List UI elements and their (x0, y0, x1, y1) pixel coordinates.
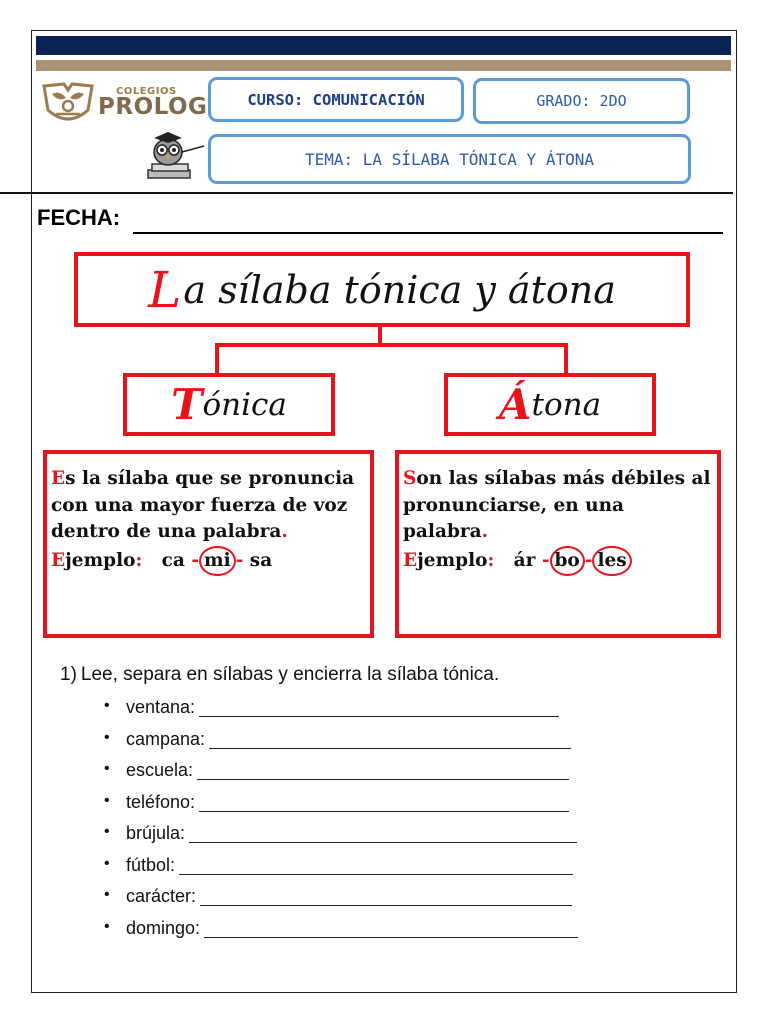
atona-title-box (444, 373, 656, 436)
grado-box (473, 78, 690, 124)
bullet-icon: • (104, 854, 110, 872)
header-navy-bar (36, 36, 731, 55)
atona-def-text: on las sílabas más débiles al pronunciarse, en una palabra (403, 468, 711, 542)
word-label: campana: (126, 728, 206, 749)
atona-title-initial: Á (498, 380, 532, 429)
list-item (104, 792, 578, 824)
atona-title (448, 377, 652, 432)
list-item (104, 886, 578, 918)
list-item (104, 760, 578, 792)
curso-label: CURSO: COMUNICACIÓN (247, 90, 425, 109)
atona-def-period: . (481, 521, 489, 542)
word-label: ventana: (126, 697, 196, 717)
atona-example-label: jemplo (417, 549, 488, 571)
word-label: carácter: (126, 886, 197, 906)
list-item (104, 729, 578, 761)
question-instruction: Lee, separa en sílabas y encierra la sílaba tónica. (80, 664, 500, 685)
answer-line[interactable] (179, 855, 573, 875)
bullet-icon: • (104, 697, 110, 714)
syllable-separator: - (541, 549, 550, 571)
grado-label: GRADO: 2DO (536, 92, 627, 110)
connector-left-down (215, 343, 219, 374)
bullet-icon: • (104, 760, 110, 777)
answer-line[interactable] (204, 918, 578, 938)
connector-horizontal (215, 343, 568, 347)
atona-example-colon: : (487, 549, 495, 571)
word-label: brújula: (126, 823, 186, 843)
word-label: escuela: (126, 760, 194, 780)
atona-definition-box (395, 450, 721, 638)
answer-line[interactable] (199, 697, 559, 717)
tonica-example-initial: E (51, 549, 66, 571)
atona-syllable-circled: les (592, 546, 631, 576)
diagram-title (78, 256, 686, 323)
bullet-icon: • (104, 886, 110, 903)
bullet-icon: • (104, 728, 110, 746)
list-item (104, 918, 578, 950)
header-gold-bar (36, 60, 731, 71)
list-item (104, 823, 578, 855)
curso-box (208, 77, 464, 122)
diagram-title-box (74, 252, 690, 327)
answer-line[interactable] (197, 760, 569, 780)
tema-box (208, 134, 691, 184)
atona-title-rest: tona (531, 386, 602, 423)
word-label: domingo: (126, 917, 201, 938)
diagram-title-initial: L (148, 260, 182, 319)
logo-big-text: PROLOG (98, 94, 208, 120)
logo-small-text: COLEGIOS (116, 86, 177, 97)
question-number: 1) (60, 664, 77, 685)
school-logo (38, 80, 208, 130)
syllable-separator: - (191, 549, 200, 571)
tonica-example-colon: : (135, 549, 143, 571)
word-list (104, 697, 578, 949)
word-label: fútbol: (126, 854, 176, 875)
tonica-title (127, 377, 331, 432)
tonica-def-text: s la sílaba que se pronuncia con una mayor fuerza de voz dentro de una palabra (51, 468, 355, 542)
shield-crest-icon (38, 80, 98, 130)
fecha-answer-line[interactable] (133, 232, 723, 234)
atona-syllable: ár (513, 549, 536, 571)
syllable-separator: - (584, 549, 593, 571)
bullet-icon: • (104, 823, 110, 840)
syllable-separator: - (235, 549, 244, 571)
bullet-icon: • (104, 791, 110, 809)
answer-line[interactable] (200, 886, 572, 906)
diagram-title-rest: a sílaba tónica y átona (183, 267, 616, 312)
fecha-label: FECHA: (37, 205, 121, 230)
header-divider (0, 192, 733, 194)
tonica-syllable: sa (249, 549, 273, 571)
atona-example-initial: E (403, 549, 418, 571)
exercise-question (60, 664, 499, 686)
tonica-title-initial: T (171, 380, 203, 429)
bullet-icon: • (104, 917, 110, 935)
tonica-def-initial: E (51, 468, 66, 489)
owl-teacher-icon (138, 130, 206, 182)
connector-right-down (564, 343, 568, 374)
tonica-definition (51, 466, 366, 576)
tonica-syllable-circled: mi (199, 546, 236, 576)
atona-syllable-circled: bo (550, 546, 585, 576)
tema-label: TEMA: LA SÍLABA TÓNICA Y ÁTONA (305, 149, 594, 169)
tonica-definition-box (43, 450, 374, 638)
answer-line[interactable] (199, 792, 569, 812)
tonica-title-rest: ónica (202, 386, 287, 423)
tonica-def-period: . (281, 521, 288, 542)
answer-line[interactable] (209, 729, 571, 749)
word-label: teléfono: (126, 791, 196, 812)
list-item (104, 697, 578, 729)
tonica-example-label: jemplo (65, 549, 136, 571)
atona-definition (403, 466, 713, 576)
atona-def-initial: S (403, 468, 417, 489)
tonica-syllable: ca (161, 549, 185, 571)
answer-line[interactable] (189, 823, 577, 843)
list-item (104, 855, 578, 887)
tonica-title-box (123, 373, 335, 436)
